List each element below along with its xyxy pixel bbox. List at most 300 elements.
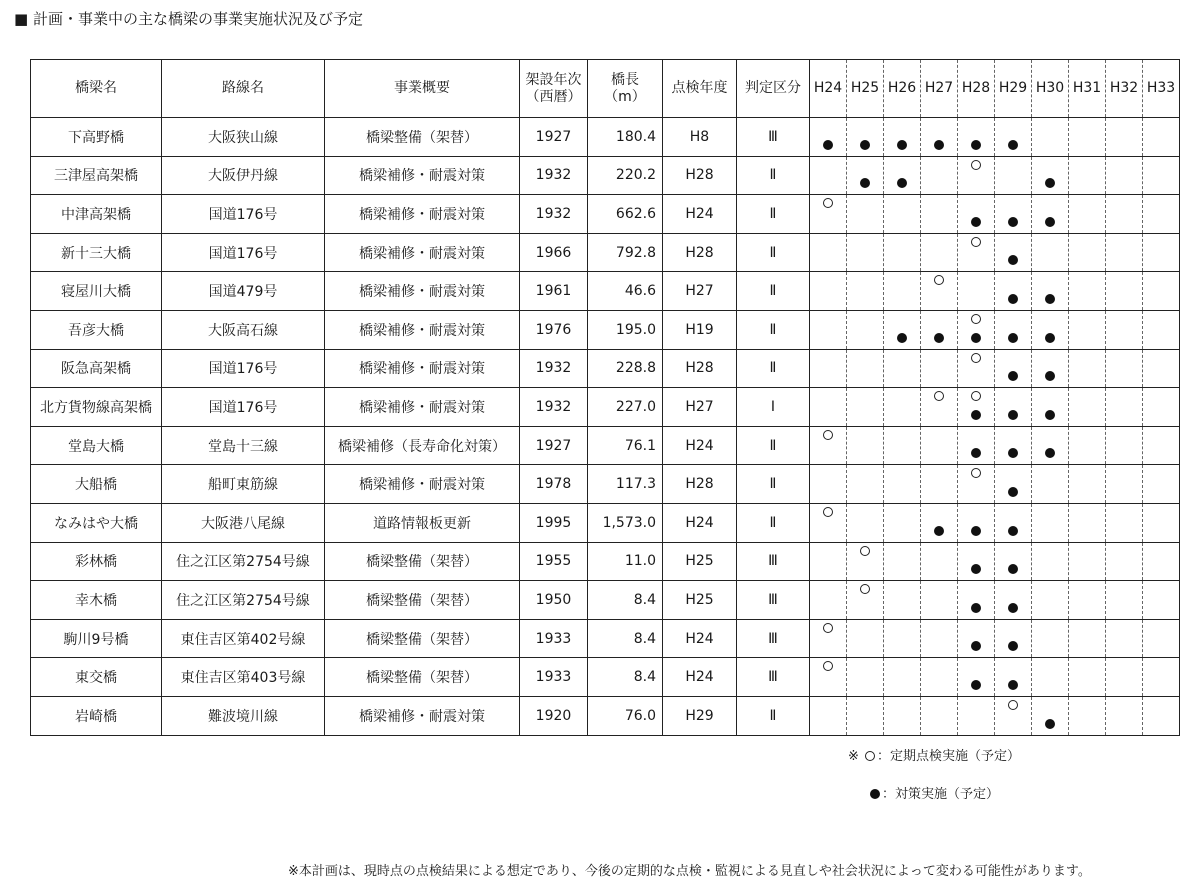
summary-cell: 橋梁整備（架替）: [325, 118, 520, 157]
schedule-cell: [1032, 581, 1069, 620]
measure-dot-icon: [1008, 294, 1018, 304]
schedule-cell: [847, 581, 884, 620]
legend-measure-text: ：対策実施（予定）: [882, 787, 1000, 802]
inspection-ring-icon: [860, 584, 870, 594]
schedule-cell: [1069, 696, 1106, 735]
schedule-cell: [1069, 619, 1106, 658]
schedule-cell: [1143, 542, 1180, 581]
schedule-cell: [1106, 542, 1143, 581]
inspection-year-cell: H24: [663, 195, 737, 234]
summary-cell: 橋梁補修・耐震対策: [325, 272, 520, 311]
inspection-ring-icon: [823, 661, 833, 671]
inspection-year-cell: H19: [663, 310, 737, 349]
table-row: [31, 658, 1180, 697]
schedule-cell: [921, 581, 958, 620]
built-year-cell: 1927: [520, 118, 588, 157]
measure-dot-icon: [971, 641, 981, 651]
table-row: [31, 310, 1180, 349]
schedule-cell: [884, 426, 921, 465]
schedule-cell: [958, 388, 995, 427]
built-year-cell: 1950: [520, 581, 588, 620]
schedule-cell: [1069, 349, 1106, 388]
built-year-cell: 1932: [520, 195, 588, 234]
schedule-cell: [958, 233, 995, 272]
bridge-name-cell: 堂島大橋: [31, 426, 162, 465]
schedule-cell: [1032, 272, 1069, 311]
schedule-cell: [884, 581, 921, 620]
inspection-year-cell: H24: [663, 619, 737, 658]
ring-icon: [865, 751, 875, 761]
schedule-cell: [1143, 349, 1180, 388]
schedule-cell: [1032, 503, 1069, 542]
measure-dot-icon: [934, 140, 944, 150]
schedule-cell: [847, 156, 884, 195]
schedule-cell: [995, 465, 1032, 504]
inspection-ring-icon: [971, 391, 981, 401]
schedule-cell: [847, 272, 884, 311]
measure-dot-icon: [860, 178, 870, 188]
table-row: [31, 156, 1180, 195]
header-year: [520, 60, 588, 118]
built-year-cell: 1966: [520, 233, 588, 272]
length-cell: 228.8: [588, 349, 663, 388]
schedule-cell: [884, 272, 921, 311]
table-body: [31, 118, 1180, 736]
header-length-line1: 橋長: [611, 71, 639, 88]
measure-dot-icon: [934, 333, 944, 343]
bridge-name-cell: 北方貨物線高架橋: [31, 388, 162, 427]
built-year-cell: 1976: [520, 310, 588, 349]
schedule-cell: [1143, 388, 1180, 427]
inspection-ring-icon: [971, 353, 981, 363]
schedule-cell: [921, 310, 958, 349]
inspection-year-cell: H8: [663, 118, 737, 157]
built-year-cell: 1978: [520, 465, 588, 504]
measure-dot-icon: [1008, 448, 1018, 458]
measure-dot-icon: [971, 680, 981, 690]
inspection-year-cell: H29: [663, 696, 737, 735]
inspection-ring-icon: [971, 314, 981, 324]
schedule-cell: [1069, 542, 1106, 581]
length-cell: 8.4: [588, 658, 663, 697]
route-name-cell: 大阪港八尾線: [162, 503, 325, 542]
schedule-cell: [921, 272, 958, 311]
schedule-cell: [847, 658, 884, 697]
route-name-cell: 国道176号: [162, 388, 325, 427]
schedule-cell: [884, 118, 921, 157]
grade-cell: Ⅲ: [737, 542, 810, 581]
dot-icon: [870, 789, 880, 799]
schedule-cell: [995, 658, 1032, 697]
schedule-cell: [1032, 195, 1069, 234]
inspection-year-cell: H24: [663, 426, 737, 465]
length-cell: 227.0: [588, 388, 663, 427]
table-row: [31, 349, 1180, 388]
measure-dot-icon: [897, 333, 907, 343]
schedule-cell: [1032, 696, 1069, 735]
schedule-cell: [884, 619, 921, 658]
bridge-name-cell: 駒川9号橋: [31, 619, 162, 658]
inspection-ring-icon: [934, 275, 944, 285]
inspection-year-cell: H25: [663, 581, 737, 620]
bridge-name-cell: 下高野橋: [31, 118, 162, 157]
length-cell: 220.2: [588, 156, 663, 195]
measure-dot-icon: [1008, 333, 1018, 343]
grade-cell: Ⅱ: [737, 503, 810, 542]
schedule-cell: [1143, 118, 1180, 157]
schedule-cell: [1106, 118, 1143, 157]
schedule-cell: [1106, 658, 1143, 697]
schedule-cell: [810, 233, 847, 272]
route-name-cell: 大阪狭山線: [162, 118, 325, 157]
schedule-cell: [884, 465, 921, 504]
schedule-cell: [1143, 156, 1180, 195]
schedule-cell: [810, 272, 847, 311]
schedule-cell: [958, 156, 995, 195]
schedule-cell: [884, 658, 921, 697]
length-cell: 195.0: [588, 310, 663, 349]
built-year-cell: 1932: [520, 349, 588, 388]
schedule-cell: [1069, 388, 1106, 427]
grade-cell: Ⅱ: [737, 426, 810, 465]
measure-dot-icon: [1045, 410, 1055, 420]
measure-dot-icon: [1008, 564, 1018, 574]
route-name-cell: 東住吉区第403号線: [162, 658, 325, 697]
schedule-cell: [995, 310, 1032, 349]
measure-dot-icon: [1008, 680, 1018, 690]
schedule-cell: [1106, 465, 1143, 504]
schedule-cell: [810, 658, 847, 697]
table-row: [31, 619, 1180, 658]
schedule-cell: [1032, 619, 1069, 658]
measure-dot-icon: [823, 140, 833, 150]
schedule-cell: [921, 156, 958, 195]
inspection-year-cell: H28: [663, 156, 737, 195]
schedule-cell: [958, 426, 995, 465]
schedule-cell: [995, 233, 1032, 272]
inspection-year-cell: H28: [663, 465, 737, 504]
schedule-cell: [1032, 349, 1069, 388]
summary-cell: 橋梁整備（架替）: [325, 581, 520, 620]
schedule-cell: [1069, 426, 1106, 465]
schedule-cell: [1106, 156, 1143, 195]
schedule-cell: [921, 542, 958, 581]
schedule-cell: [958, 503, 995, 542]
measure-dot-icon: [971, 526, 981, 536]
schedule-cell: [810, 388, 847, 427]
summary-cell: 橋梁整備（架替）: [325, 542, 520, 581]
schedule-cell: [995, 118, 1032, 157]
summary-cell: 橋梁補修・耐震対策: [325, 465, 520, 504]
length-cell: 8.4: [588, 619, 663, 658]
built-year-cell: 1927: [520, 426, 588, 465]
schedule-cell: [810, 118, 847, 157]
length-cell: 76.0: [588, 696, 663, 735]
table-row: [31, 696, 1180, 735]
header-year-col: H32: [1106, 60, 1143, 118]
measure-dot-icon: [934, 526, 944, 536]
schedule-cell: [958, 349, 995, 388]
length-cell: 8.4: [588, 581, 663, 620]
schedule-cell: [921, 658, 958, 697]
schedule-cell: [1032, 426, 1069, 465]
schedule-cell: [1143, 233, 1180, 272]
length-cell: 792.8: [588, 233, 663, 272]
schedule-cell: [995, 503, 1032, 542]
schedule-cell: [884, 156, 921, 195]
schedule-cell: [1032, 310, 1069, 349]
schedule-cell: [1032, 233, 1069, 272]
schedule-cell: [995, 156, 1032, 195]
inspection-year-cell: H28: [663, 233, 737, 272]
measure-dot-icon: [971, 448, 981, 458]
schedule-cell: [847, 696, 884, 735]
schedule-cell: [995, 272, 1032, 311]
schedule-cell: [1143, 658, 1180, 697]
schedule-cell: [921, 195, 958, 234]
route-name-cell: 大阪高石線: [162, 310, 325, 349]
grade-cell: Ⅱ: [737, 233, 810, 272]
schedule-cell: [884, 310, 921, 349]
schedule-cell: [1106, 272, 1143, 311]
schedule-cell: [921, 426, 958, 465]
measure-dot-icon: [1045, 371, 1055, 381]
legend-prefix: ※: [848, 749, 859, 764]
schedule-cell: [810, 696, 847, 735]
summary-cell: 橋梁補修（長寿命化対策）: [325, 426, 520, 465]
schedule-cell: [1106, 619, 1143, 658]
measure-dot-icon: [1008, 487, 1018, 497]
grade-cell: Ⅲ: [737, 118, 810, 157]
schedule-cell: [921, 503, 958, 542]
schedule-cell: [810, 542, 847, 581]
length-cell: 11.0: [588, 542, 663, 581]
inspection-ring-icon: [823, 507, 833, 517]
route-name-cell: 船町東筋線: [162, 465, 325, 504]
schedule-cell: [1143, 696, 1180, 735]
built-year-cell: 1933: [520, 619, 588, 658]
schedule-cell: [995, 696, 1032, 735]
schedule-cell: [921, 696, 958, 735]
grade-cell: Ⅱ: [737, 310, 810, 349]
inspection-ring-icon: [823, 623, 833, 633]
route-name-cell: 難波境川線: [162, 696, 325, 735]
header-year-col: H24: [810, 60, 847, 118]
table-row: [31, 465, 1180, 504]
measure-dot-icon: [1008, 526, 1018, 536]
schedule-cell: [958, 272, 995, 311]
schedule-cell: [1069, 195, 1106, 234]
length-cell: 76.1: [588, 426, 663, 465]
header-year-line2: （西暦）: [525, 88, 582, 105]
inspection-ring-icon: [934, 391, 944, 401]
schedule-cell: [884, 388, 921, 427]
grade-cell: Ⅱ: [737, 349, 810, 388]
schedule-cell: [1069, 465, 1106, 504]
schedule-cell: [1106, 581, 1143, 620]
inspection-ring-icon: [971, 237, 981, 247]
measure-dot-icon: [971, 603, 981, 613]
measure-dot-icon: [1045, 333, 1055, 343]
header-year-col: H33: [1143, 60, 1180, 118]
bridge-name-cell: 寝屋川大橋: [31, 272, 162, 311]
grade-cell: Ⅲ: [737, 619, 810, 658]
schedule-cell: [847, 503, 884, 542]
inspection-year-cell: H24: [663, 503, 737, 542]
measure-dot-icon: [1008, 217, 1018, 227]
table-row: [31, 118, 1180, 157]
schedule-cell: [1032, 118, 1069, 157]
route-name-cell: 住之江区第2754号線: [162, 581, 325, 620]
measure-dot-icon: [1008, 641, 1018, 651]
grade-cell: Ⅱ: [737, 272, 810, 311]
header-year-col: H28: [958, 60, 995, 118]
inspection-ring-icon: [823, 430, 833, 440]
schedule-cell: [1143, 426, 1180, 465]
schedule-cell: [1106, 233, 1143, 272]
schedule-cell: [884, 542, 921, 581]
table-row: [31, 195, 1180, 234]
inspection-ring-icon: [823, 198, 833, 208]
inspection-year-cell: H24: [663, 658, 737, 697]
schedule-cell: [958, 619, 995, 658]
schedule-cell: [1069, 658, 1106, 697]
header-year-col: H31: [1069, 60, 1106, 118]
header-year-col: H29: [995, 60, 1032, 118]
header-year-line1: 架設年次: [525, 71, 582, 88]
route-name-cell: 国道479号: [162, 272, 325, 311]
schedule-cell: [921, 118, 958, 157]
table-row: [31, 503, 1180, 542]
summary-cell: 橋梁補修・耐震対策: [325, 388, 520, 427]
schedule-cell: [847, 465, 884, 504]
schedule-cell: [810, 503, 847, 542]
schedule-cell: [884, 696, 921, 735]
built-year-cell: 1932: [520, 388, 588, 427]
summary-cell: 橋梁補修・耐震対策: [325, 156, 520, 195]
header-row: [31, 60, 1180, 118]
schedule-cell: [1143, 272, 1180, 311]
schedule-cell: [995, 581, 1032, 620]
table-row: [31, 388, 1180, 427]
inspection-year-cell: H28: [663, 349, 737, 388]
schedule-cell: [958, 696, 995, 735]
grade-cell: Ⅱ: [737, 465, 810, 504]
table-row: [31, 272, 1180, 311]
schedule-cell: [958, 195, 995, 234]
schedule-cell: [1143, 310, 1180, 349]
schedule-cell: [810, 465, 847, 504]
schedule-cell: [1106, 388, 1143, 427]
header-length-line2: （m）: [604, 88, 646, 105]
schedule-cell: [847, 349, 884, 388]
measure-dot-icon: [897, 178, 907, 188]
summary-cell: 橋梁整備（架替）: [325, 619, 520, 658]
schedule-cell: [958, 542, 995, 581]
bridge-schedule-table: [30, 59, 1180, 736]
schedule-cell: [884, 349, 921, 388]
bridge-name-cell: 幸木橋: [31, 581, 162, 620]
schedule-cell: [1032, 156, 1069, 195]
schedule-cell: [995, 195, 1032, 234]
schedule-cell: [1143, 581, 1180, 620]
schedule-cell: [1143, 465, 1180, 504]
schedule-cell: [847, 388, 884, 427]
schedule-cell: [810, 156, 847, 195]
schedule-cell: [995, 388, 1032, 427]
bridge-name-cell: なみはや大橋: [31, 503, 162, 542]
bridge-name-cell: 阪急高架橋: [31, 349, 162, 388]
measure-dot-icon: [1045, 294, 1055, 304]
measure-dot-icon: [1045, 217, 1055, 227]
inspection-ring-icon: [971, 160, 981, 170]
measure-dot-icon: [1045, 719, 1055, 729]
summary-cell: 橋梁補修・耐震対策: [325, 696, 520, 735]
schedule-cell: [958, 658, 995, 697]
schedule-cell: [1069, 581, 1106, 620]
schedule-cell: [1106, 426, 1143, 465]
length-cell: 46.6: [588, 272, 663, 311]
header-summary: 事業概要: [325, 60, 520, 118]
schedule-cell: [810, 581, 847, 620]
schedule-cell: [884, 195, 921, 234]
route-name-cell: 国道176号: [162, 349, 325, 388]
inspection-year-cell: H27: [663, 388, 737, 427]
schedule-cell: [1106, 349, 1143, 388]
summary-cell: 橋梁補修・耐震対策: [325, 233, 520, 272]
table-row: [31, 542, 1180, 581]
schedule-cell: [1143, 503, 1180, 542]
route-name-cell: 住之江区第2754号線: [162, 542, 325, 581]
schedule-cell: [810, 195, 847, 234]
built-year-cell: 1932: [520, 156, 588, 195]
measure-dot-icon: [971, 564, 981, 574]
schedule-cell: [1069, 118, 1106, 157]
route-name-cell: 国道176号: [162, 233, 325, 272]
schedule-cell: [884, 503, 921, 542]
schedule-cell: [958, 118, 995, 157]
summary-cell: 橋梁整備（架替）: [325, 658, 520, 697]
schedule-cell: [995, 349, 1032, 388]
route-name-cell: 東住吉区第402号線: [162, 619, 325, 658]
inspection-ring-icon: [1008, 700, 1018, 710]
schedule-cell: [1069, 272, 1106, 311]
schedule-cell: [847, 426, 884, 465]
bridge-name-cell: 東交橋: [31, 658, 162, 697]
schedule-cell: [921, 349, 958, 388]
grade-cell: Ⅰ: [737, 388, 810, 427]
built-year-cell: 1955: [520, 542, 588, 581]
bridge-name-cell: 中津高架橋: [31, 195, 162, 234]
grade-cell: Ⅲ: [737, 658, 810, 697]
schedule-cell: [1032, 388, 1069, 427]
schedule-cell: [1106, 310, 1143, 349]
schedule-cell: [847, 619, 884, 658]
measure-dot-icon: [897, 140, 907, 150]
header-name: 橋梁名: [31, 60, 162, 118]
header-length: [588, 60, 663, 118]
schedule-cell: [847, 542, 884, 581]
schedule-cell: [921, 619, 958, 658]
schedule-cell: [958, 581, 995, 620]
measure-dot-icon: [1008, 140, 1018, 150]
schedule-cell: [1069, 503, 1106, 542]
table-row: [31, 581, 1180, 620]
grade-cell: Ⅱ: [737, 696, 810, 735]
table-row: [31, 426, 1180, 465]
bridge-name-cell: 彩林橋: [31, 542, 162, 581]
bridge-name-cell: 岩崎橋: [31, 696, 162, 735]
